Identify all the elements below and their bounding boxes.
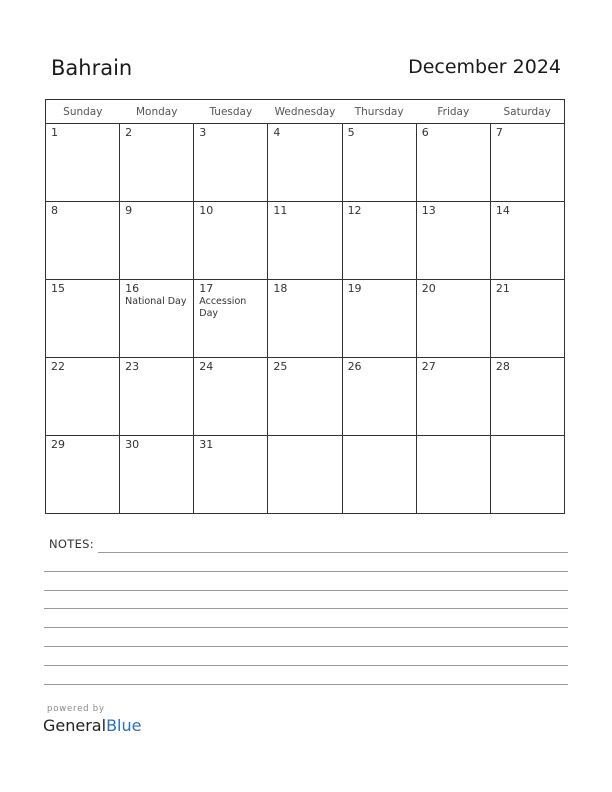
logo-blue-text: Blue [106, 716, 142, 735]
day-cell [342, 436, 416, 514]
day-number: 30 [125, 438, 140, 451]
weekday-header: Thursday [342, 100, 416, 124]
day-number: 10 [199, 204, 214, 217]
weekday-header: Wednesday [268, 100, 342, 124]
day-cell [194, 358, 268, 436]
day-number: 9 [125, 204, 133, 217]
notes-line [98, 552, 568, 553]
notes-line [44, 627, 568, 628]
day-number: 24 [199, 360, 214, 373]
calendar-grid [45, 99, 565, 514]
notes-line [44, 590, 568, 591]
day-cell [120, 280, 194, 358]
day-number: 16 [125, 282, 140, 295]
day-number: 11 [273, 204, 288, 217]
day-number: 26 [347, 360, 362, 373]
day-cell [268, 436, 342, 514]
day-cell [46, 202, 120, 280]
week-row [46, 280, 565, 358]
day-number: 12 [347, 204, 362, 217]
weekday-header: Sunday [46, 100, 120, 124]
holiday-label: National Day [125, 296, 187, 307]
country-title: Bahrain [51, 56, 133, 80]
day-cell [490, 436, 564, 514]
month-year-title: December 2024 [408, 56, 561, 78]
day-cell [46, 280, 120, 358]
day-number: 17 [199, 282, 214, 295]
notes-label: NOTES: [49, 537, 94, 551]
day-cell [120, 202, 194, 280]
holiday-label: Accession Day [199, 296, 247, 319]
day-cell [194, 280, 268, 358]
day-number: 2 [125, 126, 133, 139]
powered-by-text: powered by [47, 704, 105, 714]
day-number: 31 [199, 438, 214, 451]
day-cell [46, 124, 120, 202]
day-number: 20 [421, 282, 436, 295]
week-row [46, 358, 565, 436]
weekday-header: Tuesday [194, 100, 268, 124]
day-cell [416, 124, 490, 202]
day-number: 13 [421, 204, 436, 217]
day-number: 22 [51, 360, 65, 373]
generalblue-logo [43, 716, 141, 735]
day-cell [342, 280, 416, 358]
day-cell [416, 202, 490, 280]
day-cell [342, 124, 416, 202]
week-row [46, 202, 565, 280]
day-cell [120, 124, 194, 202]
day-number: 14 [495, 204, 510, 217]
weekday-header: Saturday [490, 100, 564, 124]
day-number: 19 [347, 282, 362, 295]
day-number: 6 [421, 126, 429, 139]
day-cell [268, 358, 342, 436]
day-cell [194, 436, 268, 514]
day-cell [46, 358, 120, 436]
day-number: 7 [495, 126, 503, 139]
day-number: 8 [51, 204, 58, 217]
day-number: 28 [495, 360, 510, 373]
day-cell [120, 358, 194, 436]
day-number: 3 [199, 126, 207, 139]
weekday-header-row [46, 100, 565, 124]
day-number: 1 [51, 126, 58, 139]
day-number: 29 [51, 438, 65, 451]
day-number: 23 [125, 360, 140, 373]
week-row [46, 436, 565, 514]
day-cell [490, 124, 564, 202]
notes-line [44, 571, 568, 572]
day-cell [120, 436, 194, 514]
day-number: 27 [421, 360, 436, 373]
notes-line [44, 665, 568, 666]
weekday-header: Friday [416, 100, 490, 124]
day-cell [194, 202, 268, 280]
day-cell [342, 358, 416, 436]
logo-general-text: General [43, 716, 107, 735]
notes-line [44, 646, 568, 647]
day-number: 18 [273, 282, 288, 295]
day-cell [268, 202, 342, 280]
day-cell [268, 280, 342, 358]
week-row [46, 124, 565, 202]
day-cell [416, 280, 490, 358]
day-cell [194, 124, 268, 202]
weekday-header: Monday [120, 100, 194, 124]
day-cell [490, 280, 564, 358]
day-number: 5 [347, 126, 355, 139]
day-number: 25 [273, 360, 288, 373]
day-cell [268, 124, 342, 202]
day-number: 4 [273, 126, 281, 139]
day-number: 15 [51, 282, 65, 295]
day-cell [342, 202, 416, 280]
notes-line [44, 608, 568, 609]
day-cell [416, 436, 490, 514]
notes-line [44, 684, 568, 685]
day-cell [46, 436, 120, 514]
day-cell [490, 202, 564, 280]
day-cell [416, 358, 490, 436]
day-number: 21 [495, 282, 510, 295]
day-cell [490, 358, 564, 436]
